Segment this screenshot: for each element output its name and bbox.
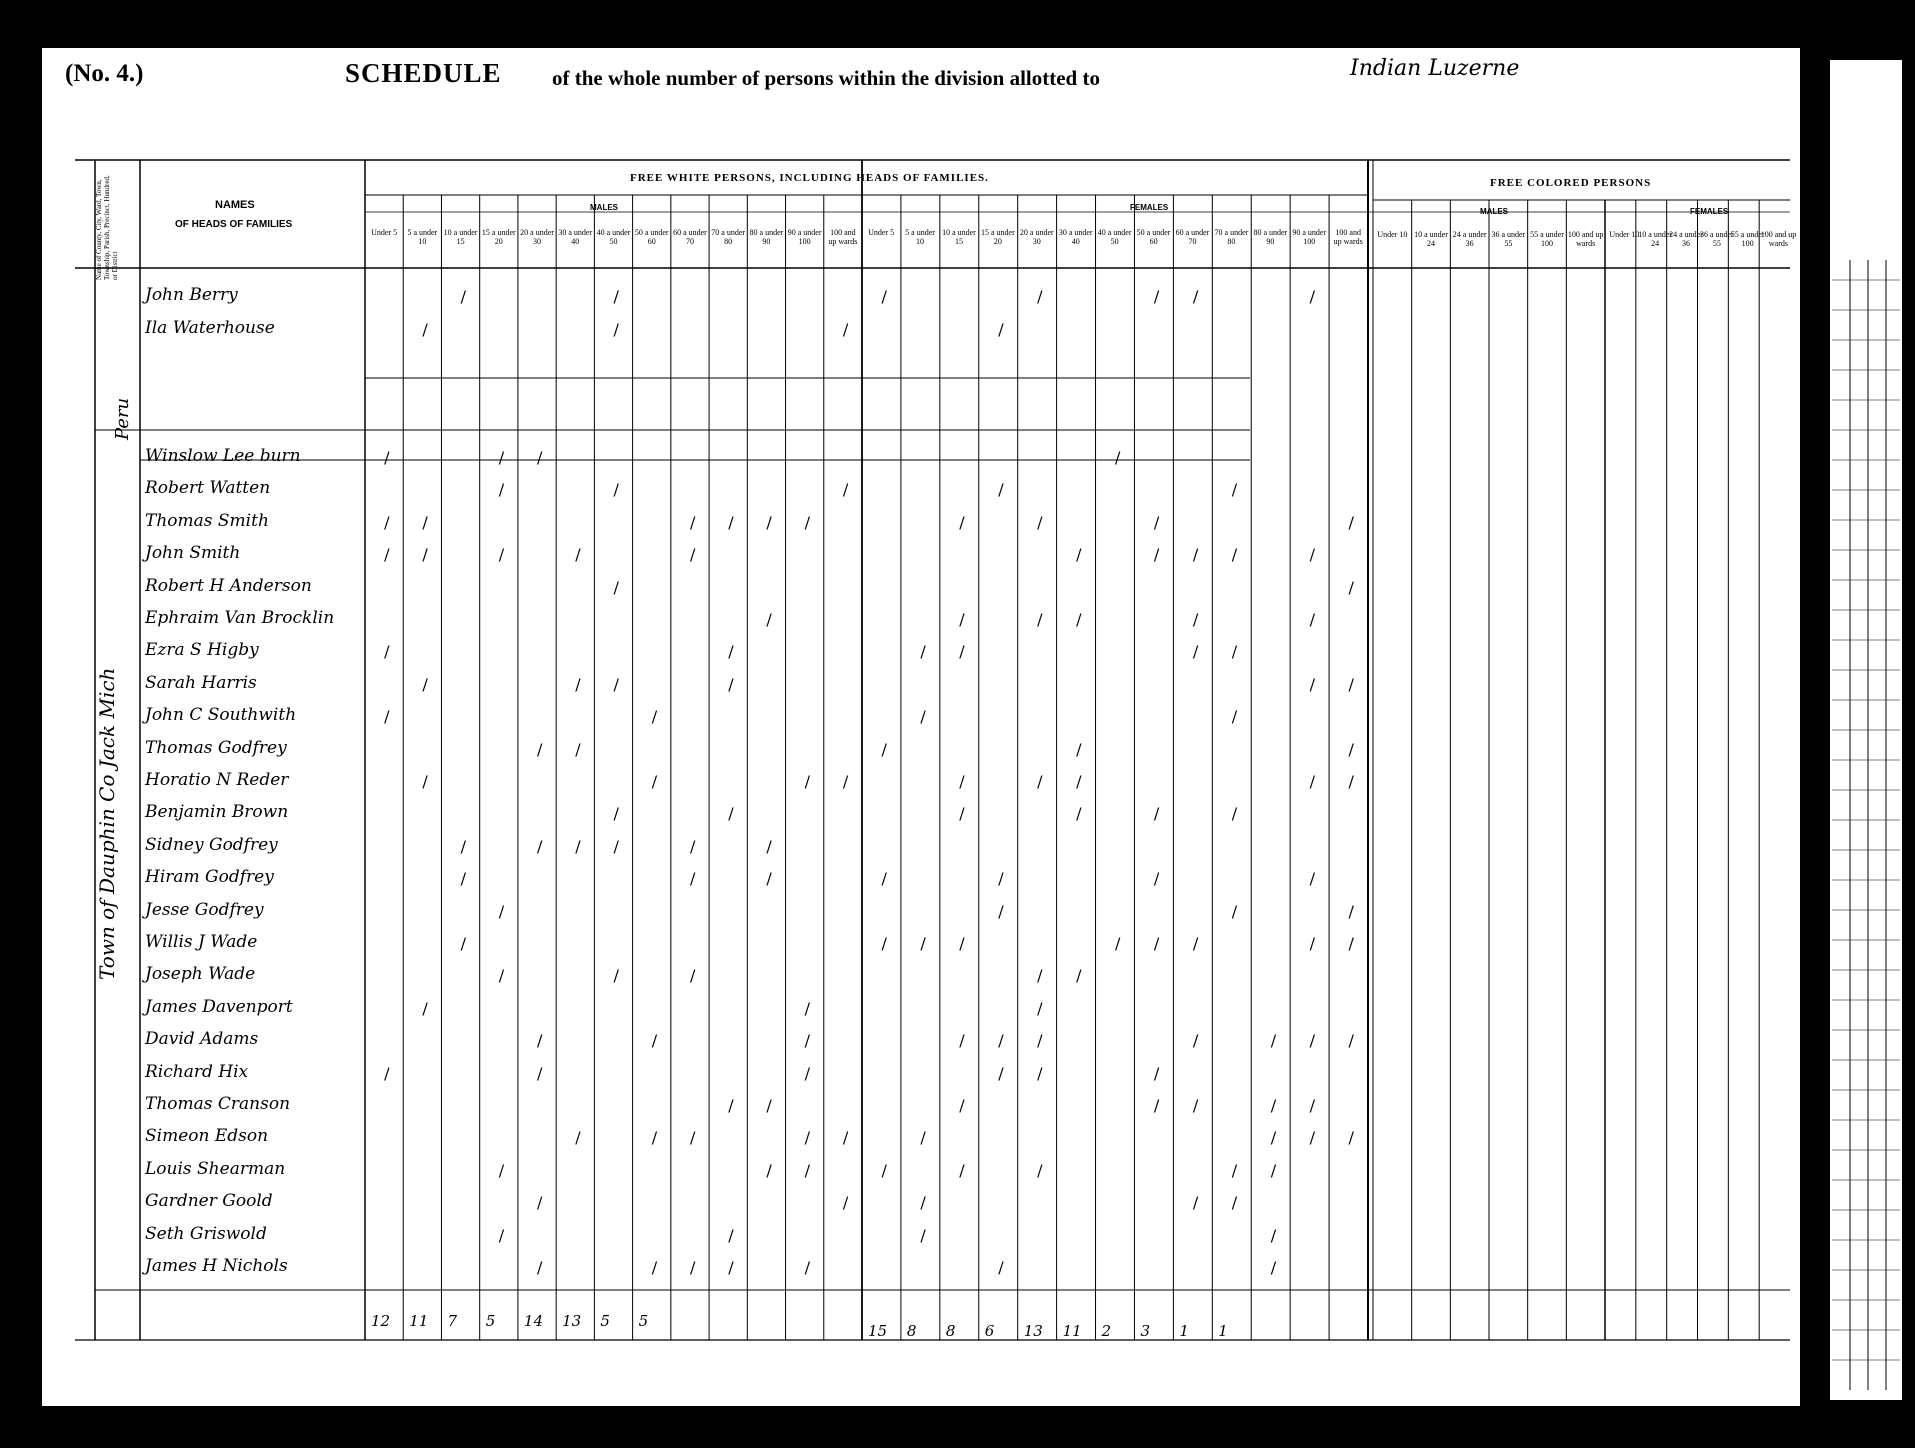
tally-mark: / (498, 545, 505, 565)
tally-mark: / (1037, 772, 1043, 791)
names-header: NAMES (215, 199, 255, 211)
tally-mark: / (537, 1193, 543, 1213)
tally-mark: / (537, 448, 543, 467)
tally-mark: / (498, 966, 505, 986)
male-column-total: 5 (600, 1312, 610, 1330)
tally-mark: / (689, 545, 696, 565)
tally-mark: / (384, 448, 390, 467)
family-head-name: Benjamin Brown (145, 802, 289, 823)
colored-female-age-header: 100 and up wards (1760, 230, 1797, 248)
tally-mark: / (766, 512, 772, 532)
tally-mark: / (842, 772, 849, 791)
family-head-name: David Adams (145, 1029, 259, 1050)
family-head-name: Thomas Godfrey (145, 737, 287, 758)
tally-mark: / (422, 545, 428, 565)
tally-mark: / (575, 836, 581, 856)
male-column-total: 5 (638, 1312, 649, 1330)
tally-mark: / (651, 707, 658, 727)
female-age-header: Under 5 (868, 228, 895, 237)
tally-mark: / (1153, 1096, 1160, 1115)
tally-mark: / (804, 1160, 811, 1180)
tally-mark: / (1192, 642, 1199, 662)
tally-mark: / (998, 1258, 1004, 1277)
tally-mark: / (575, 1128, 581, 1148)
tally-mark: / (920, 1225, 926, 1245)
tally-mark: / (613, 320, 619, 339)
female-age-header: 10 a under 15 (942, 228, 976, 246)
tally-mark: / (1153, 287, 1160, 306)
tally-mark: / (728, 1096, 734, 1115)
tally-mark: / (881, 287, 887, 306)
tally-mark: / (728, 674, 734, 694)
family-head-name: John C Southwith (145, 705, 297, 726)
tally-mark: / (537, 836, 543, 856)
schedule-subtitle: of the whole number of persons within the division allotted to (552, 66, 1100, 90)
male-age-header: Under 5 (371, 228, 398, 237)
family-head-name: James H Nichols (145, 1256, 288, 1276)
tally-mark: / (804, 1063, 811, 1083)
tally-mark: / (1348, 1031, 1354, 1051)
male-age-header: 30 a under 40 (558, 228, 593, 246)
family-head-name: John Berry (145, 285, 238, 305)
male-age-header: 40 a under 50 (596, 228, 631, 246)
family-head-name: James Davenport (145, 996, 293, 1017)
male-column-total: 7 (447, 1312, 457, 1330)
tally-mark: / (804, 1258, 811, 1277)
tally-mark: / (1231, 804, 1238, 824)
tally-mark: / (613, 966, 619, 986)
tally-mark: / (1231, 545, 1238, 565)
male-column-total: 13 (562, 1312, 582, 1330)
tally-mark: / (1231, 1160, 1238, 1180)
colored-male-age-header: 10 a under 24 (1414, 230, 1448, 248)
tally-mark: / (959, 642, 965, 662)
tally-mark: / (1192, 1096, 1199, 1115)
family-head-name: Louis Shearman (145, 1158, 286, 1179)
tally-mark: / (1153, 512, 1160, 532)
family-head-name: Ila Waterhouse (145, 318, 275, 338)
tally-mark: / (1076, 610, 1082, 629)
tally-mark: / (1309, 934, 1315, 953)
family-head-name: Robert Watten (145, 478, 271, 499)
tally-mark: / (959, 1096, 965, 1115)
female-age-header: 70 a under 80 (1214, 228, 1249, 246)
family-head-name: Sarah Harris (145, 672, 257, 693)
tally-mark: / (959, 512, 965, 532)
tally-mark: / (959, 772, 965, 791)
tally-mark: / (1037, 512, 1043, 532)
free-colored-header: FREE COLORED PERSONS (1490, 177, 1652, 189)
tally-mark: / (613, 804, 619, 824)
tally-mark: / (728, 642, 734, 662)
tally-mark: / (959, 610, 965, 629)
sheet-number: Sheet No 19 (360, 25, 474, 46)
tally-mark: / (1309, 287, 1315, 306)
tally-mark: / (1348, 577, 1354, 597)
tally-mark: / (422, 772, 428, 791)
male-column-total: 11 (409, 1312, 429, 1330)
tally-mark: / (1037, 610, 1043, 629)
tally-mark: / (537, 1031, 543, 1051)
schedule-title: SCHEDULE (345, 58, 502, 88)
family-head-name: Thomas Smith (145, 510, 269, 531)
tally-mark: / (920, 1128, 926, 1148)
tally-mark: / (959, 804, 965, 824)
tally-mark: / (998, 1063, 1004, 1083)
tally-mark: / (1076, 772, 1082, 791)
tally-mark: / (842, 320, 849, 339)
female-column-total: 13 (1023, 1322, 1043, 1340)
tally-mark: / (1270, 1160, 1277, 1180)
female-column-total: 1 (1179, 1322, 1189, 1340)
tally-mark: / (804, 998, 811, 1018)
female-column-total: 15 (868, 1322, 888, 1340)
colored-male-age-header: 55 a under 100 (1530, 230, 1564, 248)
tally-mark: / (1348, 934, 1354, 953)
tally-mark: / (384, 642, 390, 662)
female-age-header: 40 a under 50 (1097, 228, 1132, 246)
tally-mark: / (613, 577, 619, 597)
colored-male-age-header: 24 a under 36 (1452, 230, 1487, 248)
tally-mark: / (1037, 1063, 1043, 1083)
tally-mark: / (920, 707, 926, 727)
tally-mark: / (920, 1193, 926, 1213)
tally-mark: / (766, 610, 772, 629)
colored-female-age-header: Under 10 (1609, 230, 1640, 239)
tally-mark: / (384, 545, 390, 565)
tally-mark: / (651, 772, 658, 791)
corner-page-number: 2 (85, 28, 96, 47)
family-head-name: Sidney Godfrey (145, 834, 278, 855)
female-column-total: 1 (1218, 1322, 1228, 1340)
male-age-header: 100 and up wards (828, 228, 858, 246)
names-subheader: OF HEADS OF FAMILIES (175, 219, 293, 230)
colored-female-age-header: 55 a under 100 (1730, 230, 1765, 248)
tally-mark: / (1309, 674, 1315, 694)
tally-mark: / (651, 1128, 658, 1148)
family-head-name: Horatio N Reder (145, 770, 289, 790)
tally-mark: / (1076, 545, 1082, 565)
tally-mark: / (1309, 772, 1315, 791)
tally-mark: / (1270, 1031, 1277, 1051)
tally-mark: / (422, 998, 428, 1018)
female-age-header: 15 a under 20 (980, 228, 1015, 246)
male-age-header: 70 a under 80 (711, 228, 746, 246)
colored-male-age-header: 100 and up wards (1567, 230, 1604, 248)
tally-mark: / (804, 1031, 811, 1051)
tally-mark: / (1192, 1031, 1199, 1051)
colored-male-age-header: 36 a under 55 (1491, 230, 1526, 248)
tally-mark: / (1076, 966, 1082, 986)
family-head-name: Thomas Cranson (145, 1094, 291, 1114)
tally-mark: / (1348, 674, 1354, 694)
tally-mark: / (613, 836, 619, 856)
tally-mark: / (766, 1160, 772, 1180)
tally-mark: / (422, 674, 428, 694)
family-head-name: Jesse Godfrey (145, 899, 264, 920)
schedule-number: (No. 4.) (65, 60, 144, 87)
tally-mark: / (498, 480, 505, 500)
tally-mark: / (1348, 901, 1354, 921)
tally-mark: / (575, 674, 581, 694)
colored-males-header: MALES (1480, 207, 1508, 216)
tally-mark: / (998, 901, 1004, 921)
female-age-header: 100 and up wards (1333, 228, 1363, 246)
family-head-name: Richard Hix (145, 1061, 249, 1082)
family-head-name: Joseph Wade (145, 964, 256, 985)
tally-mark: / (575, 739, 581, 759)
tally-mark: / (1270, 1258, 1277, 1277)
female-age-header: 50 a under 60 (1136, 228, 1171, 246)
tally-mark: / (1076, 739, 1082, 759)
tally-mark: / (1348, 739, 1354, 759)
tally-mark: / (1348, 772, 1354, 791)
colored-female-age-header: 24 a under 36 (1669, 230, 1703, 248)
tally-mark: / (1348, 512, 1354, 532)
tally-mark: / (998, 1031, 1004, 1051)
male-column-total: 5 (485, 1312, 496, 1330)
female-age-header: 5 a under 10 (905, 228, 935, 246)
tally-mark: / (1192, 1193, 1199, 1213)
tally-mark: / (728, 512, 734, 532)
female-column-total: 11 (1062, 1322, 1082, 1340)
tally-mark: / (881, 739, 887, 759)
tally-mark: / (1309, 545, 1315, 565)
tally-mark: / (1192, 610, 1199, 629)
tally-mark: / (651, 1258, 658, 1277)
tally-mark: / (728, 1225, 734, 1245)
family-head-name: Robert H Anderson (145, 575, 312, 596)
township-side-label: Town of Dauphin Co Jack Mich (95, 667, 119, 980)
tally-mark: / (689, 836, 696, 856)
tally-mark: / (384, 512, 390, 532)
female-column-total: 6 (984, 1322, 995, 1340)
tally-mark: / (1037, 1031, 1043, 1051)
tally-mark: / (998, 869, 1004, 889)
tally-mark: / (460, 934, 466, 953)
tally-mark: / (1348, 1128, 1354, 1148)
tally-mark: / (1153, 1063, 1160, 1083)
tally-mark: / (959, 1031, 965, 1051)
tally-mark: / (1153, 869, 1160, 889)
white-females-header: FEMALES (1130, 203, 1169, 212)
tally-mark: / (1270, 1225, 1277, 1245)
tally-mark: / (651, 1031, 658, 1051)
colored-male-age-header: Under 10 (1377, 230, 1408, 239)
family-head-name: Hiram Godfrey (145, 867, 274, 888)
tally-mark: / (1037, 966, 1043, 986)
tally-mark: / (804, 772, 811, 791)
tally-mark: / (1309, 610, 1315, 629)
tally-mark: / (1037, 1160, 1043, 1180)
tally-mark: / (842, 480, 849, 500)
tally-mark: / (766, 836, 772, 856)
tally-mark: / (1270, 1096, 1277, 1115)
female-age-header: 60 a under 70 (1175, 228, 1210, 246)
colored-female-age-header: 10 a under 24 (1638, 230, 1673, 248)
family-head-name: Willis J Wade (145, 932, 258, 952)
tally-mark: / (881, 934, 887, 953)
tally-mark: / (575, 545, 581, 565)
female-column-total: 8 (945, 1322, 956, 1340)
tally-mark: / (920, 934, 926, 953)
male-age-header: 80 a under 90 (749, 228, 784, 246)
colored-females-header: FEMALES (1690, 207, 1729, 216)
tally-mark: / (1309, 1096, 1315, 1115)
tally-mark: / (537, 739, 543, 759)
tally-mark: / (689, 1128, 696, 1148)
tally-mark: / (1192, 545, 1199, 565)
tally-mark: / (1231, 707, 1238, 727)
male-age-header: 90 a under 100 (787, 228, 822, 246)
family-head-name: Winslow Lee burn (145, 446, 301, 466)
tally-mark: / (998, 480, 1004, 500)
family-head-name: Gardner Goold (145, 1191, 273, 1212)
tally-mark: / (766, 869, 772, 889)
white-males-header: MALES (590, 203, 618, 212)
family-head-name: Ezra S Higby (145, 640, 259, 661)
male-age-header: 20 a under 30 (520, 228, 554, 246)
tally-mark: / (384, 1063, 390, 1083)
male-age-header: 15 a under 20 (481, 228, 516, 246)
male-age-header: 50 a under 60 (634, 228, 669, 246)
family-head-name: Simeon Edson (145, 1126, 269, 1147)
tally-mark: / (498, 1160, 505, 1180)
tally-mark: / (689, 966, 696, 986)
tally-mark: / (498, 901, 505, 921)
male-age-header: 10 a under 15 (443, 228, 478, 246)
tally-mark: / (1037, 998, 1043, 1018)
free-white-header: FREE WHITE PERSONS, INCLUDING HEADS OF FAMILIES. (630, 172, 989, 184)
family-head-name: Ephraim Van Brocklin (145, 608, 335, 628)
tally-mark: / (1309, 869, 1315, 889)
tally-mark: / (998, 320, 1004, 339)
upper-side-label: Peru (112, 397, 133, 440)
tally-mark: / (422, 512, 428, 532)
tally-mark: / (384, 707, 390, 727)
tally-mark: / (1153, 804, 1160, 824)
tally-mark: / (1037, 287, 1043, 306)
tally-mark: / (842, 1193, 849, 1213)
tally-mark: / (881, 1160, 887, 1180)
tally-mark: / (1192, 287, 1199, 306)
tally-mark: / (498, 1225, 505, 1245)
tally-mark: / (959, 934, 965, 953)
tally-mark: / (842, 1128, 849, 1148)
tally-mark: / (766, 1096, 772, 1115)
male-column-total: 12 (371, 1312, 391, 1330)
tally-mark: / (460, 287, 466, 306)
tally-mark: / (689, 512, 696, 532)
tally-mark: / (804, 512, 811, 532)
male-age-header: 5 a under 10 (407, 228, 438, 246)
tally-mark: / (881, 869, 887, 889)
tally-mark: / (1270, 1128, 1277, 1148)
tally-mark: / (1192, 934, 1199, 953)
tally-mark: / (460, 836, 466, 856)
tally-mark: / (460, 869, 466, 889)
tally-mark: / (1076, 804, 1082, 824)
colored-female-age-header: 36 a under 55 (1699, 230, 1734, 248)
female-age-header: 20 a under 30 (1019, 228, 1054, 246)
tally-mark: / (1309, 1031, 1315, 1051)
tally-mark: / (537, 1063, 543, 1083)
tally-mark: / (422, 320, 428, 339)
tally-mark: / (537, 1258, 543, 1277)
tally-mark: / (1231, 901, 1238, 921)
female-age-header: 90 a under 100 (1292, 228, 1327, 246)
tally-mark: / (1309, 1128, 1315, 1148)
female-column-total: 8 (906, 1322, 917, 1340)
tally-mark: / (728, 1258, 734, 1277)
tally-mark: / (1115, 448, 1121, 467)
tally-mark: / (1153, 545, 1160, 565)
tally-mark: / (613, 674, 619, 694)
tally-mark: / (959, 1160, 965, 1180)
family-head-name: John Smith (145, 543, 241, 564)
female-column-total: 2 (1101, 1322, 1112, 1340)
tally-mark: / (728, 804, 734, 824)
tally-mark: / (1231, 1193, 1238, 1213)
tally-mark: / (689, 1258, 696, 1277)
division-handwritten: Indian Luzerne (1350, 56, 1520, 81)
female-age-header: 30 a under 40 (1058, 228, 1093, 246)
tally-mark: / (920, 642, 926, 662)
tally-mark: / (1231, 642, 1238, 662)
tally-mark: / (1115, 934, 1121, 953)
tally-mark: / (1153, 934, 1160, 953)
family-head-name: Seth Griswold (145, 1223, 267, 1244)
female-age-header: 80 a under 90 (1253, 228, 1288, 246)
female-column-total: 3 (1140, 1322, 1150, 1340)
tally-mark: / (613, 480, 619, 500)
tally-mark: / (1231, 480, 1238, 500)
male-age-header: 60 a under 70 (673, 228, 707, 246)
tally-mark: / (804, 1128, 811, 1148)
tally-mark: / (498, 448, 505, 467)
male-column-total: 14 (523, 1312, 544, 1330)
district-column-header: Name of County, City, Ward, Town, Township, Parish, Precinct, Hundred, or District (95, 175, 119, 280)
tally-mark: / (689, 869, 696, 889)
tally-mark: / (613, 287, 619, 306)
